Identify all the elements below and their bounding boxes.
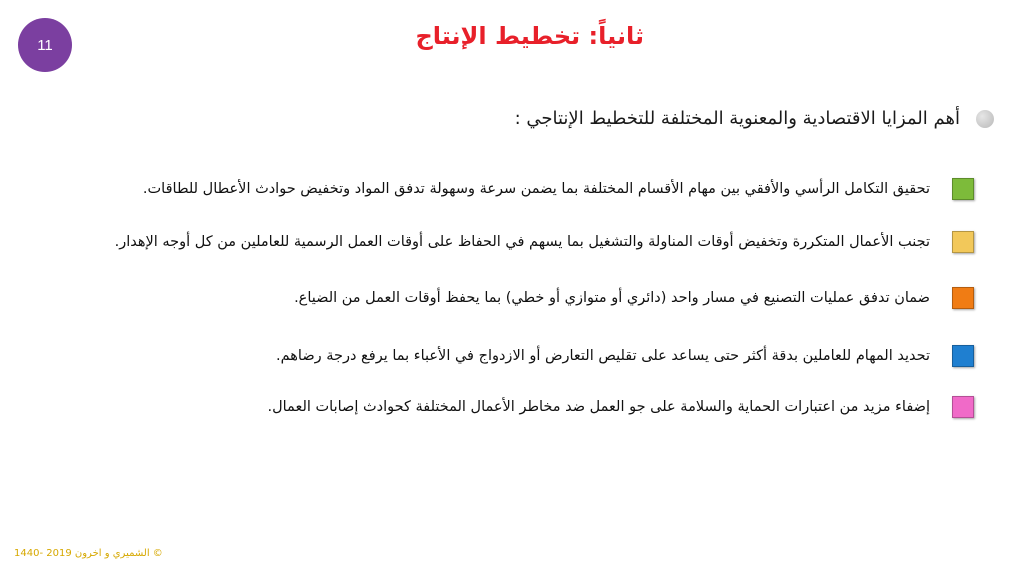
list-item (143, 178, 974, 200)
list-item-text: تحديد المهام للعاملين بدقة أكثر حتى يساعد على تقليص التعارض أو الازدواج في الأعباء بما يرفع درجة رضاهم. (276, 348, 930, 364)
bullet-dot-icon (976, 110, 994, 128)
pink-square-icon (952, 396, 974, 418)
intro-text: أهم المزايا الاقتصادية والمعنوية المختلفة للتخطيط الإنتاجي : (514, 108, 960, 129)
slide-title: ثانياً: تخطيط الإنتاج (415, 22, 644, 50)
list-item (268, 396, 975, 418)
page-number-badge (18, 18, 72, 72)
yellow-square-icon (952, 231, 974, 253)
green-square-icon (952, 178, 974, 200)
list-item-text: تحقيق التكامل الرأسي والأفقي بين مهام الأقسام المختلفة بما يضمن سرعة وسهولة تدفق المواد وتخفيض حوادث الأعطال للطاقات. (142, 181, 930, 197)
list-item-text: تجنب الأعمال المتكررة وتخفيض أوقات المناولة والتشغيل بما يسهم في الحفاظ على أوقات العمل الرسمية للعاملين من كل أوجه الإهدار. (114, 234, 930, 250)
list-item (115, 231, 974, 253)
list-item (294, 287, 974, 309)
list-item-text: إضفاء مزيد من اعتبارات الحماية والسلامة على جو العمل ضد مخاطر الأعمال المختلفة كحوادث إصابات العمال. (267, 399, 930, 415)
intro-row (515, 108, 994, 129)
list-item-text: ضمان تدفق عمليات التصنيع في مسار واحد (دائري أو متوازي أو خطي) بما يحفظ أوقات العمل من الضياع. (294, 290, 930, 306)
page-number: 11 (37, 36, 53, 54)
blue-square-icon (952, 345, 974, 367)
list-item (276, 345, 974, 367)
copyright-footer: © الشميري و اخرون 2019 -1440 (14, 548, 163, 559)
orange-square-icon (952, 287, 974, 309)
